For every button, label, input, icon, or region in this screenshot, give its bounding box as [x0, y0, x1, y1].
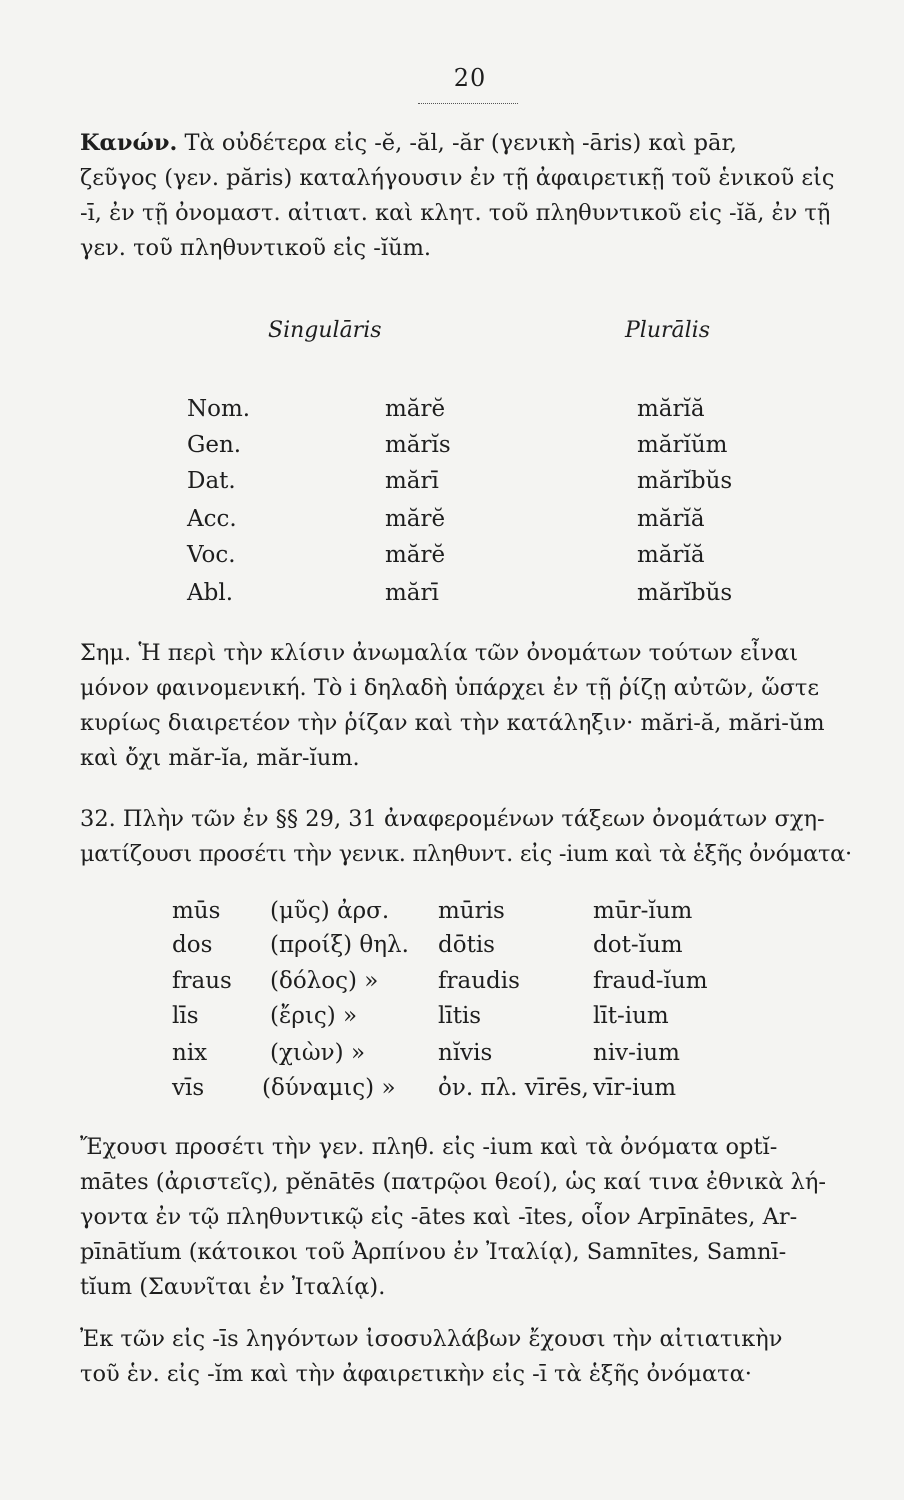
optimates-line-1: Ἔχουσι προσέτι τὴν γεν. πληθ. εἰς -ium καὶ τὰ ὀνόματα optĭ-: [80, 1134, 778, 1160]
section-32-line-2: ματίζουσι προσέτι τὴν γενικ. πληθυντ. εἰς -ium καὶ τὰ ἑξῆς ὀνόματα·: [80, 841, 852, 867]
noun-greek: (μῦς) ἀρσ.: [270, 898, 390, 924]
rule-paragraph: [80, 126, 852, 266]
note-line-1: Σημ. Ἡ περὶ τὴν κλίσιν ἀνωμαλία τῶν ὀνομάτων τούτων εἶναι: [80, 640, 799, 666]
noun-greek: (προίξ) θηλ.: [270, 932, 409, 958]
noun-gen-plural: mūr-ĭum: [593, 898, 693, 924]
optimates-line-3: γοντα ἐν τῷ πληθυντικῷ εἰς -ātes καὶ -ītes, οἷον Arpīnātes, Ar-: [80, 1204, 798, 1230]
section-32-paragraph: [80, 802, 852, 872]
noun-latin: fraus: [172, 968, 232, 994]
noun-gen-plural: fraud-ĭum: [593, 968, 708, 994]
noun-greek: (ἔρις) »: [270, 1003, 358, 1029]
note-line-3: κυρίως διαιρετέον τὴν ῥίζαν καὶ τὴν κατάληξιν· mări-ă, mări-ŭm: [80, 710, 825, 736]
noun-gen-plural: niv-ium: [593, 1040, 680, 1066]
noun-greek: (δόλος) »: [270, 968, 379, 994]
section-32-line-1: 32. Πλὴν τῶν ἐν §§ 29, 31 ἀναφερομένων τάξεων ὀνομάτων σχη-: [80, 806, 825, 832]
rule-lead: Κανών.: [80, 130, 178, 156]
note-line-2: μόνον φαινομενική. Τὸ i δηλαδὴ ὑπάρχει ἐν τῇ ῥίζῃ αὐτῶν, ὥστε: [80, 675, 820, 701]
optimates-line-4: pīnātĭum (κάτοικοι τοῦ Ἀρπίνου ἐν Ἰταλίᾳ), Samnītes, Samnī-: [80, 1239, 787, 1265]
plural-form: mărĭă: [637, 542, 705, 568]
plural-form: mărĭbŭs: [637, 580, 733, 606]
rule-line-4: γεν. τοῦ πληθυντικοῦ εἰς -ĭŭm.: [80, 235, 432, 261]
noun-genitive: dōtis: [438, 932, 495, 958]
rule-line-1: [80, 126, 852, 161]
case-label: Abl.: [187, 580, 233, 606]
plural-form: mărĭbŭs: [637, 468, 733, 494]
rule-line-1-text: Τὰ οὐδέτερα εἰς -ĕ, -ăl, -ăr (γενικὴ -āris) καὶ pār,: [184, 130, 737, 156]
noun-gen-plural: vīr-ium: [593, 1075, 677, 1101]
optimates-paragraph: [80, 1130, 852, 1305]
noun-greek: (χιὼν) »: [270, 1040, 366, 1066]
plural-form: mărĭŭm: [637, 432, 728, 458]
singular-form: mărĕ: [385, 506, 446, 532]
optimates-line-2: mātes (ἀριστεῖς), pĕnātēs (πατρῷοι θεοί), ὡς καί τινα ἐθνικὰ λή-: [80, 1169, 826, 1195]
case-label: Dat.: [187, 468, 236, 494]
singular-form: mărĭs: [385, 432, 451, 458]
note-line-4: καὶ ὄχι măr-ĭa, măr-ĭum.: [80, 745, 360, 771]
noun-genitive: nĭvis: [438, 1040, 493, 1066]
singular-form: mărĕ: [385, 396, 446, 422]
rule-line-2: ζεῦγος (γεν. păris) καταλήγουσιν ἐν τῇ ἀφαιρετικῇ τοῦ ἑνικοῦ εἰς: [80, 165, 835, 191]
singular-form: mărī: [385, 468, 439, 494]
case-label: Acc.: [187, 506, 237, 532]
isosyllabic-paragraph: [80, 1322, 852, 1392]
noun-greek: (δύναμις) »: [262, 1075, 396, 1101]
noun-genitive: ὀν. πλ. vīrēs,: [438, 1075, 589, 1101]
noun-genitive: mūris: [438, 898, 505, 924]
singular-header: Singulāris: [268, 318, 382, 343]
page-number: 20: [453, 64, 487, 92]
noun-latin: vīs: [172, 1075, 205, 1101]
noun-genitive: lītis: [438, 1003, 482, 1029]
noun-latin: nix: [172, 1040, 208, 1066]
case-label: Gen.: [187, 432, 242, 458]
noun-gen-plural: līt-ium: [593, 1003, 669, 1029]
case-label: Nom.: [187, 396, 251, 422]
noun-latin: mūs: [172, 898, 221, 924]
noun-latin: dos: [172, 932, 213, 958]
note-paragraph: [80, 636, 852, 776]
noun-genitive: fraudis: [438, 968, 520, 994]
rule-line-3: -ī, ἐν τῇ ὀνομαστ. αἰτιατ. καὶ κλητ. τοῦ πληθυντικοῦ εἰς -ĭă, ἐν τῇ: [80, 200, 831, 226]
plural-form: mărĭă: [637, 506, 705, 532]
singular-form: mărĕ: [385, 542, 446, 568]
plural-header: Plurālis: [625, 318, 711, 343]
page-number-rule: [418, 103, 518, 104]
optimates-line-5: tĭum (Σαυνῖται ἐν Ἰταλίᾳ).: [80, 1274, 386, 1300]
noun-latin: līs: [172, 1003, 199, 1029]
case-label: Voc.: [187, 542, 236, 568]
isosyllabic-line-2: τοῦ ἑν. εἰς -ĭm καὶ τὴν ἀφαιρετικὴν εἰς -ī τὰ ἑξῆς ὀνόματα·: [80, 1361, 752, 1387]
isosyllabic-line-1: Ἐκ τῶν εἰς -īs ληγόντων ἰσοσυλλάβων ἔχουσι τὴν αἰτιατικὴν: [80, 1326, 783, 1352]
singular-form: mărī: [385, 580, 439, 606]
noun-gen-plural: dot-ĭum: [593, 932, 683, 958]
plural-form: mărĭă: [637, 396, 705, 422]
